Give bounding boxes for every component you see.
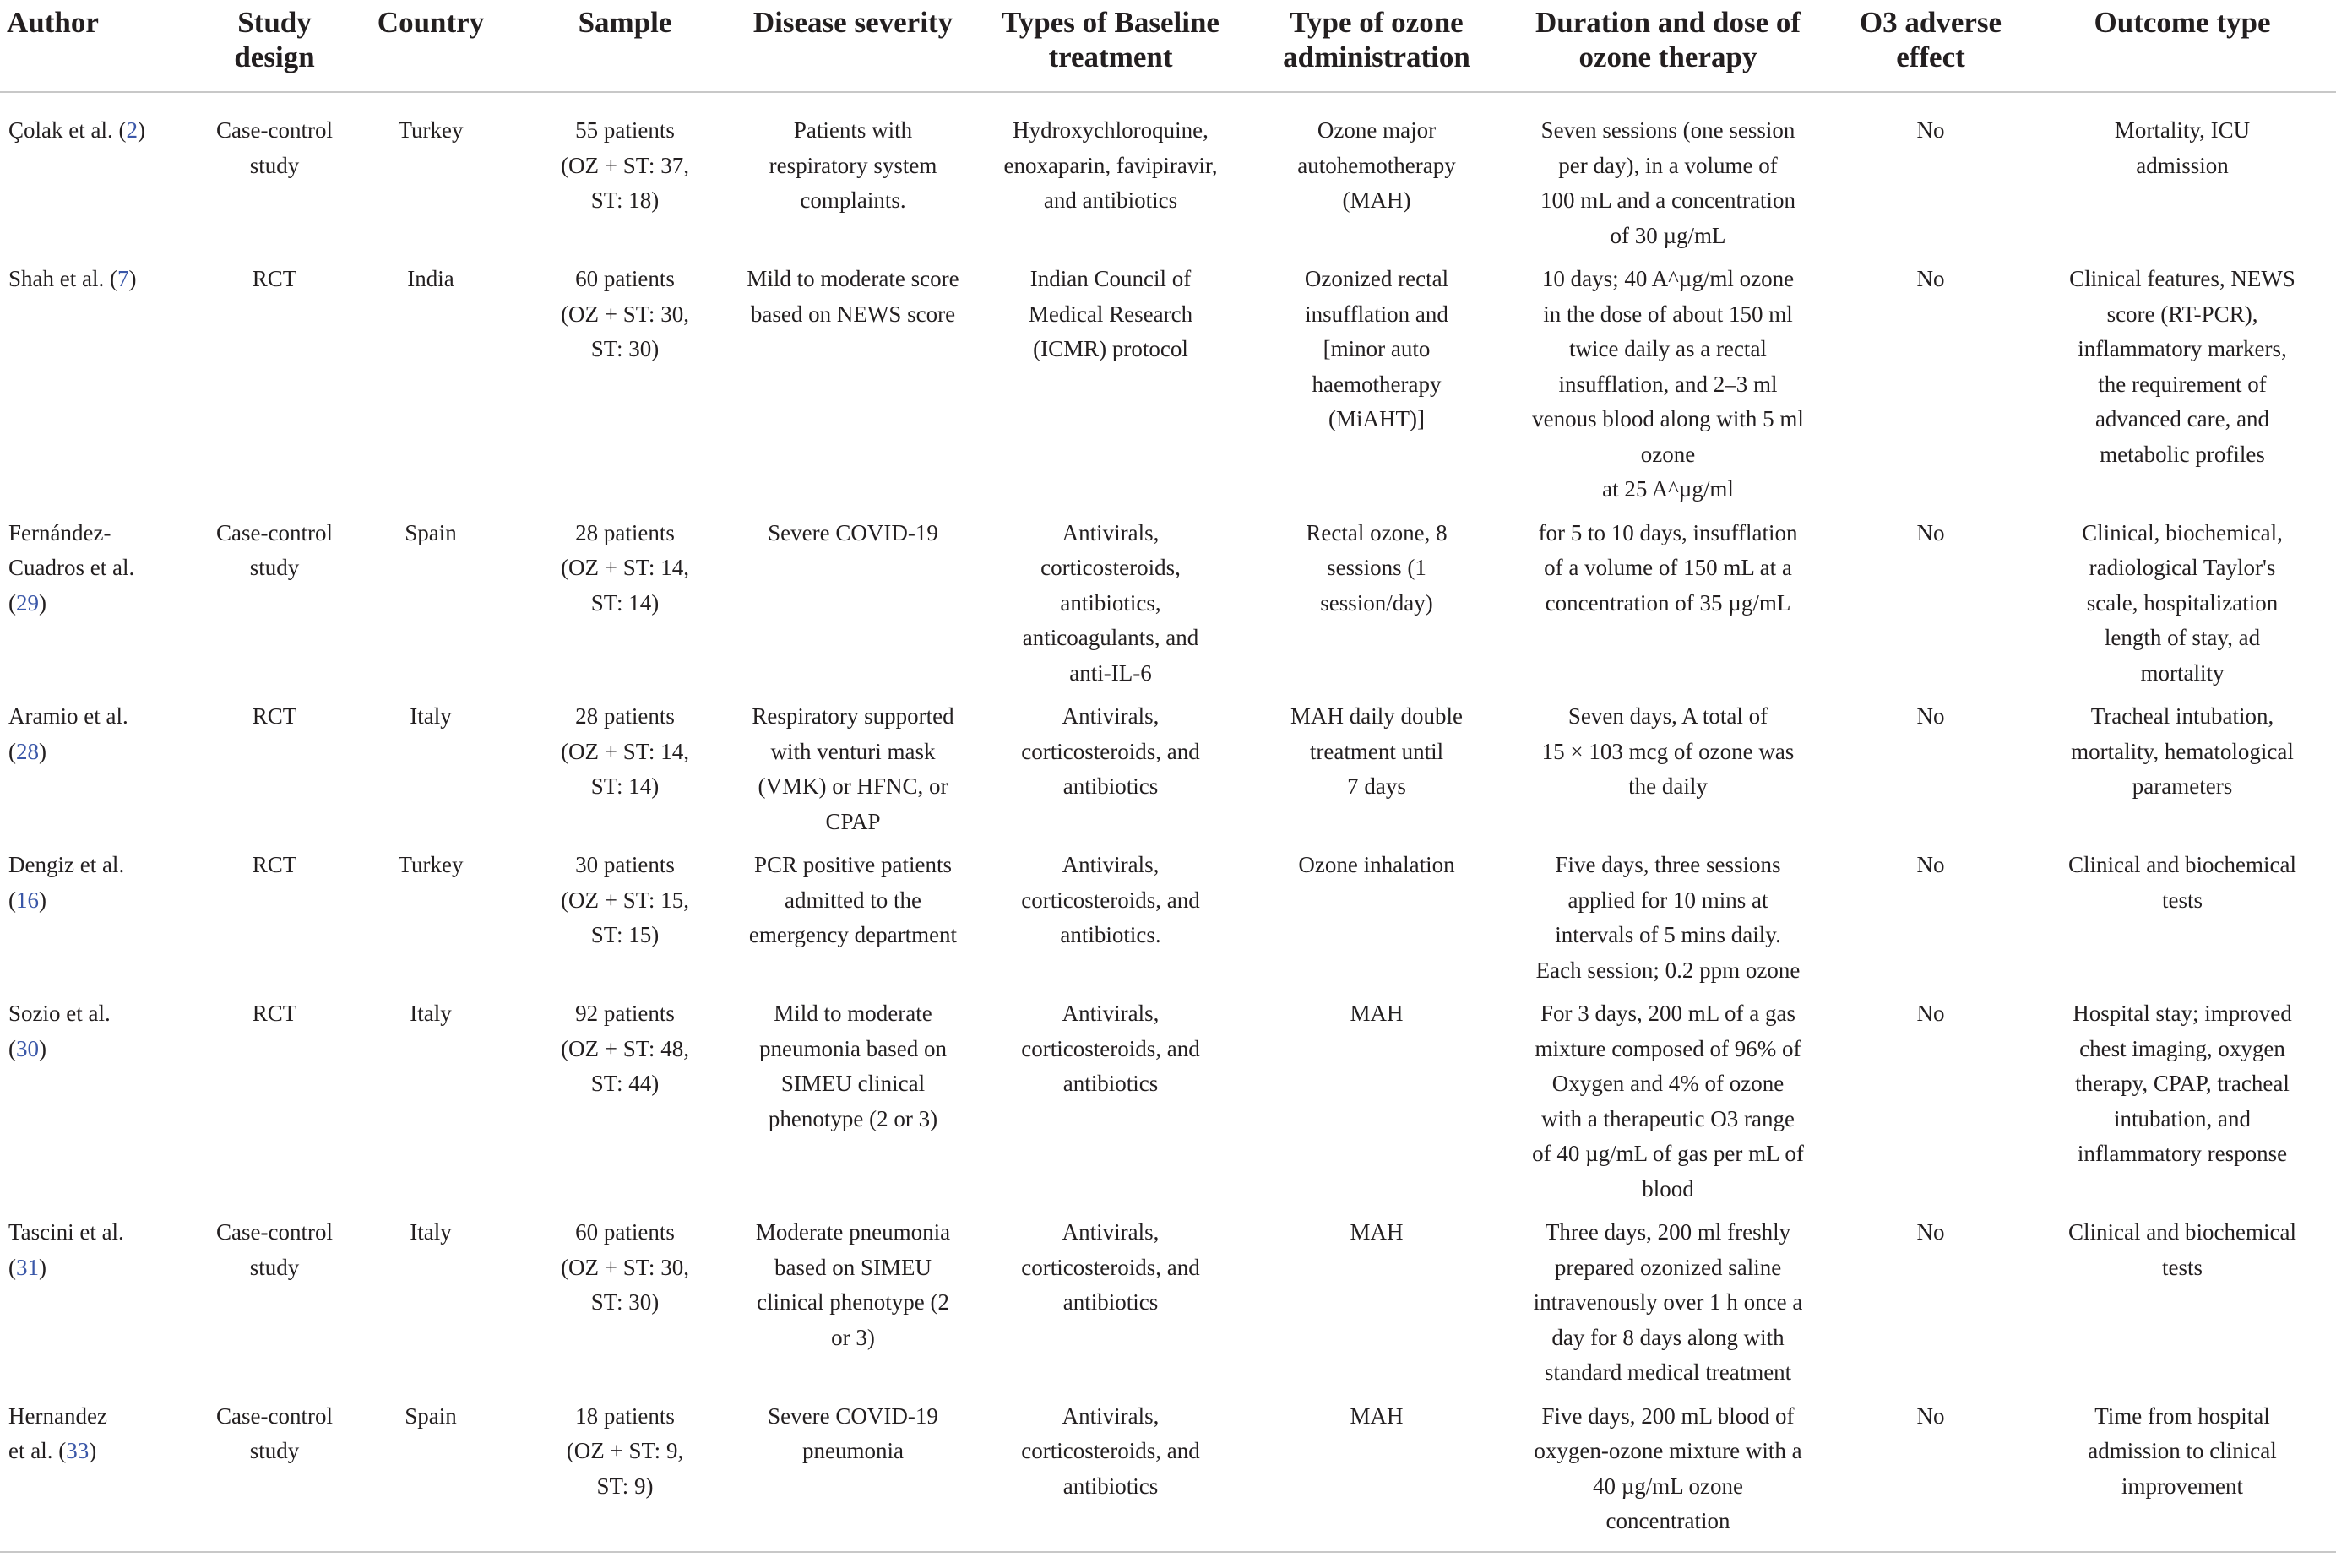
cell-author <box>0 262 203 516</box>
cell-outcome-type: Time from hospital admission to clinical improvement <box>2029 1399 2336 1552</box>
cell-adverse-effect: No <box>1916 852 1945 877</box>
cell-baseline-treatment: Antivirals, corticosteroids, and antibiotics <box>1021 1001 1200 1096</box>
reference-link[interactable]: 29 <box>16 589 39 616</box>
cell-country: Spain <box>405 519 457 545</box>
cell-sample: 60 patients (OZ + ST: 30, ST: 30) <box>561 266 689 361</box>
cell-country: Italy <box>410 703 452 729</box>
cell-sample: 30 patients (OZ + ST: 15, ST: 15) <box>561 852 689 947</box>
cell-sample: 28 patients (OZ + ST: 14, ST: 14) <box>561 703 689 799</box>
cell-study-design: RCT <box>252 266 297 291</box>
cell-outcome-type: Clinical and biochemical tests <box>2068 852 2296 913</box>
cell-study-design: RCT <box>252 703 297 729</box>
header-ozone-administration: Type of ozone administration <box>1250 0 1503 92</box>
cell-baseline-treatment: Antivirals, corticosteroids, and antibiotics <box>1021 703 1200 799</box>
cell-duration-dose: For 3 days, 200 mL of a gas mixture composed of 96% of Oxygen and 4% of ozone with a therapeutic O3 range of 40 µg/mL of gas per mL of blood <box>1532 1001 1804 1202</box>
cell-sample: 55 patients (OZ + ST: 37, ST: 18) <box>561 117 689 213</box>
cell-duration-dose: 10 days; 40 A^µg/ml ozone in the dose of about 150 ml twice daily as a rectal insufflation, and 2–3 ml venous blood along with 5 ml ozone at 25 A^µg/ml <box>1532 266 1804 502</box>
cell-sample: 28 patients (OZ + ST: 14, ST: 14) <box>561 519 689 616</box>
author-text: Aramio et al. ( <box>8 703 128 764</box>
cell-outcome-type: Hospital stay; improved chest imaging, oxygen therapy, CPAP, tracheal intubation, and inflammatory response <box>2073 1001 2292 1166</box>
cell-baseline-treatment: Antivirals, corticosteroids, and antibiotics <box>1021 1219 1200 1315</box>
cell-baseline-treatment: Hydroxychloroquine, enoxaparin, favipiravir, and antibiotics <box>1003 117 1218 213</box>
header-study-design: Study design <box>203 0 346 92</box>
cell-duration-dose: Three days, 200 ml freshly prepared ozonized saline intravenously over 1 h once a day for 8 days along with standard medical treatment <box>1533 1219 1803 1385</box>
table-row <box>0 996 2336 1215</box>
cell-outcome-type: Clinical, biochemical, radiological Taylor's scale, hospitalization length of stay, ad mortality <box>2082 519 2283 686</box>
cell-sample: 18 patients (OZ + ST: 9, ST: 9) <box>515 1399 735 1552</box>
table-row <box>0 262 2336 516</box>
header-baseline-treatment: Types of Baseline treatment <box>971 0 1250 92</box>
cell-country: Spain <box>346 1399 515 1552</box>
cell-author <box>0 1215 203 1399</box>
cell-study-design: Case-control study <box>203 1399 346 1552</box>
cell-duration-dose: Five days, three sessions applied for 10 mins at intervals of 5 mins daily. Each session; 0.2 ppm ozone <box>1535 852 1801 983</box>
cell-study-design: Case-control study <box>216 117 333 178</box>
author-text: Çolak et al. ( <box>8 117 127 143</box>
cell-outcome-type: Tracheal intubation, mortality, hematological parameters <box>2071 703 2294 799</box>
header-country: Country <box>346 0 515 92</box>
cell-adverse-effect: No <box>1916 1219 1945 1245</box>
cell-ozone-administration: MAH <box>1250 1399 1503 1552</box>
reference-link[interactable]: 7 <box>117 266 129 291</box>
author-text: Dengiz et al. ( <box>8 852 125 913</box>
cell-baseline-treatment: Antivirals, corticosteroids, and antibiotics <box>971 1399 1250 1552</box>
cell-disease-severity: Respiratory supported with venturi mask (VMK) or HFNC, or CPAP <box>752 703 954 834</box>
author-text-end: ) <box>128 266 137 291</box>
cell-adverse-effect: No <box>1916 266 1945 291</box>
cell-country: Turkey <box>398 852 464 877</box>
header-author: Author <box>0 0 203 92</box>
author-text: Hernandez et al. ( <box>8 1403 107 1463</box>
reference-link[interactable]: 28 <box>16 738 39 764</box>
author-text-end: ) <box>39 887 46 913</box>
header-outcome-type: Outcome type <box>2029 0 2336 92</box>
cell-duration-dose: Five days, 200 mL blood of oxygen-ozone mixture with a 40 µg/mL ozone concentration <box>1503 1399 1833 1552</box>
author-text: Fernández- Cuadros et al. ( <box>8 519 135 616</box>
cell-ozone-administration: Ozone major autohemotherapy (MAH) <box>1297 117 1456 213</box>
reference-link[interactable]: 30 <box>16 1035 39 1061</box>
cell-baseline-treatment: Indian Council of Medical Research (ICMR) protocol <box>1028 266 1193 361</box>
table-row <box>0 848 2336 996</box>
cell-author <box>0 516 203 700</box>
author-text-end: ) <box>39 1035 46 1061</box>
author-text: Tascini et al. ( <box>8 1219 124 1280</box>
cell-outcome-type: Clinical features, NEWS score (RT-PCR), inflammatory markers, the requirement of advanced care, and metabolic profiles <box>2069 266 2295 467</box>
cell-ozone-administration: MAH <box>1350 1001 1404 1026</box>
cell-disease-severity: Severe COVID-19 pneumonia <box>735 1399 971 1552</box>
cell-disease-severity: Moderate pneumonia based on SIMEU clinical phenotype (2 or 3) <box>755 1219 951 1350</box>
cell-disease-severity: Patients with respiratory system complaints. <box>769 117 937 213</box>
reference-link[interactable]: 2 <box>126 117 138 143</box>
author-text: Sozio et al. ( <box>8 1001 111 1061</box>
author-text-end: ) <box>89 1438 97 1463</box>
cell-disease-severity: Mild to moderate score based on NEWS score <box>747 266 959 327</box>
cell-sample: 92 patients (OZ + ST: 48, ST: 44) <box>561 1001 689 1096</box>
cell-disease-severity: Severe COVID-19 <box>768 519 938 545</box>
cell-country: Italy <box>410 1001 452 1026</box>
cell-ozone-administration: Ozonized rectal insufflation and [minor auto haemotherapy (MiAHT)] <box>1304 266 1449 431</box>
cell-disease-severity: Mild to moderate pneumonia based on SIMEU clinical phenotype (2 or 3) <box>759 1001 947 1131</box>
cell-country: Turkey <box>398 117 464 143</box>
cell-author <box>0 996 203 1215</box>
cell-adverse-effect: No <box>1916 1001 1945 1026</box>
header-duration-dose: Duration and dose of ozone therapy <box>1503 0 1833 92</box>
header-adverse-effect: O3 adverse effect <box>1833 0 2029 92</box>
table-row <box>0 699 2336 848</box>
header-sample: Sample <box>515 0 735 92</box>
cell-country: Italy <box>410 1219 452 1245</box>
cell-outcome-type: Clinical and biochemical tests <box>2068 1219 2296 1280</box>
cell-study-design: RCT <box>252 852 297 877</box>
cell-ozone-administration: Rectal ozone, 8 sessions (1 session/day) <box>1306 519 1448 616</box>
reference-link[interactable]: 31 <box>16 1254 39 1280</box>
cell-study-design: RCT <box>252 1001 297 1026</box>
cell-ozone-administration: MAH daily double treatment until 7 days <box>1290 703 1463 799</box>
cell-ozone-administration: MAH <box>1350 1219 1404 1245</box>
author-text-end: ) <box>39 1254 46 1280</box>
reference-link[interactable]: 33 <box>66 1438 90 1463</box>
table-body <box>0 92 2336 1552</box>
cell-adverse-effect: No <box>1916 703 1945 729</box>
cell-outcome-type: Mortality, ICU admission <box>2114 117 2251 178</box>
cell-author <box>0 699 203 848</box>
cell-adverse-effect: No <box>1916 117 1945 143</box>
cell-duration-dose: Seven sessions (one session per day), in a volume of 100 mL and a concentration of 30 µg/mL <box>1540 117 1795 248</box>
table-row <box>0 516 2336 700</box>
author-text-end: ) <box>137 117 145 143</box>
table-row <box>0 1399 2336 1552</box>
cell-adverse-effect: No <box>1833 1399 2029 1552</box>
cell-duration-dose: Seven days, A total of 15 × 103 mcg of ozone was the daily <box>1541 703 1795 799</box>
table-row <box>0 92 2336 262</box>
cell-study-design: Case-control study <box>216 1219 333 1280</box>
header-disease-severity: Disease severity <box>735 0 971 92</box>
cell-sample: 60 patients (OZ + ST: 30, ST: 30) <box>561 1219 689 1315</box>
cell-baseline-treatment: Antivirals, corticosteroids, antibiotics, anticoagulants, and anti-IL-6 <box>1022 519 1199 686</box>
author-text-end: ) <box>39 738 46 764</box>
author-text-end: ) <box>39 589 46 616</box>
table-row <box>0 1215 2336 1399</box>
cell-author <box>0 92 203 262</box>
cell-adverse-effect: No <box>1916 519 1945 545</box>
cell-duration-dose: for 5 to 10 days, insufflation of a volume of 150 mL at a concentration of 35 µg/mL <box>1538 519 1798 616</box>
reference-link[interactable]: 16 <box>16 887 39 913</box>
header-row <box>0 0 2336 92</box>
cell-disease-severity: PCR positive patients admitted to the emergency department <box>748 852 958 947</box>
cell-ozone-administration: Ozone inhalation <box>1298 852 1455 877</box>
cell-author <box>0 1399 203 1552</box>
cell-baseline-treatment: Antivirals, corticosteroids, and antibiotics. <box>1021 852 1200 947</box>
cell-study-design: Case-control study <box>216 519 333 580</box>
author-text: Shah et al. ( <box>8 266 117 291</box>
cell-country: India <box>407 266 454 291</box>
cell-author <box>0 848 203 996</box>
